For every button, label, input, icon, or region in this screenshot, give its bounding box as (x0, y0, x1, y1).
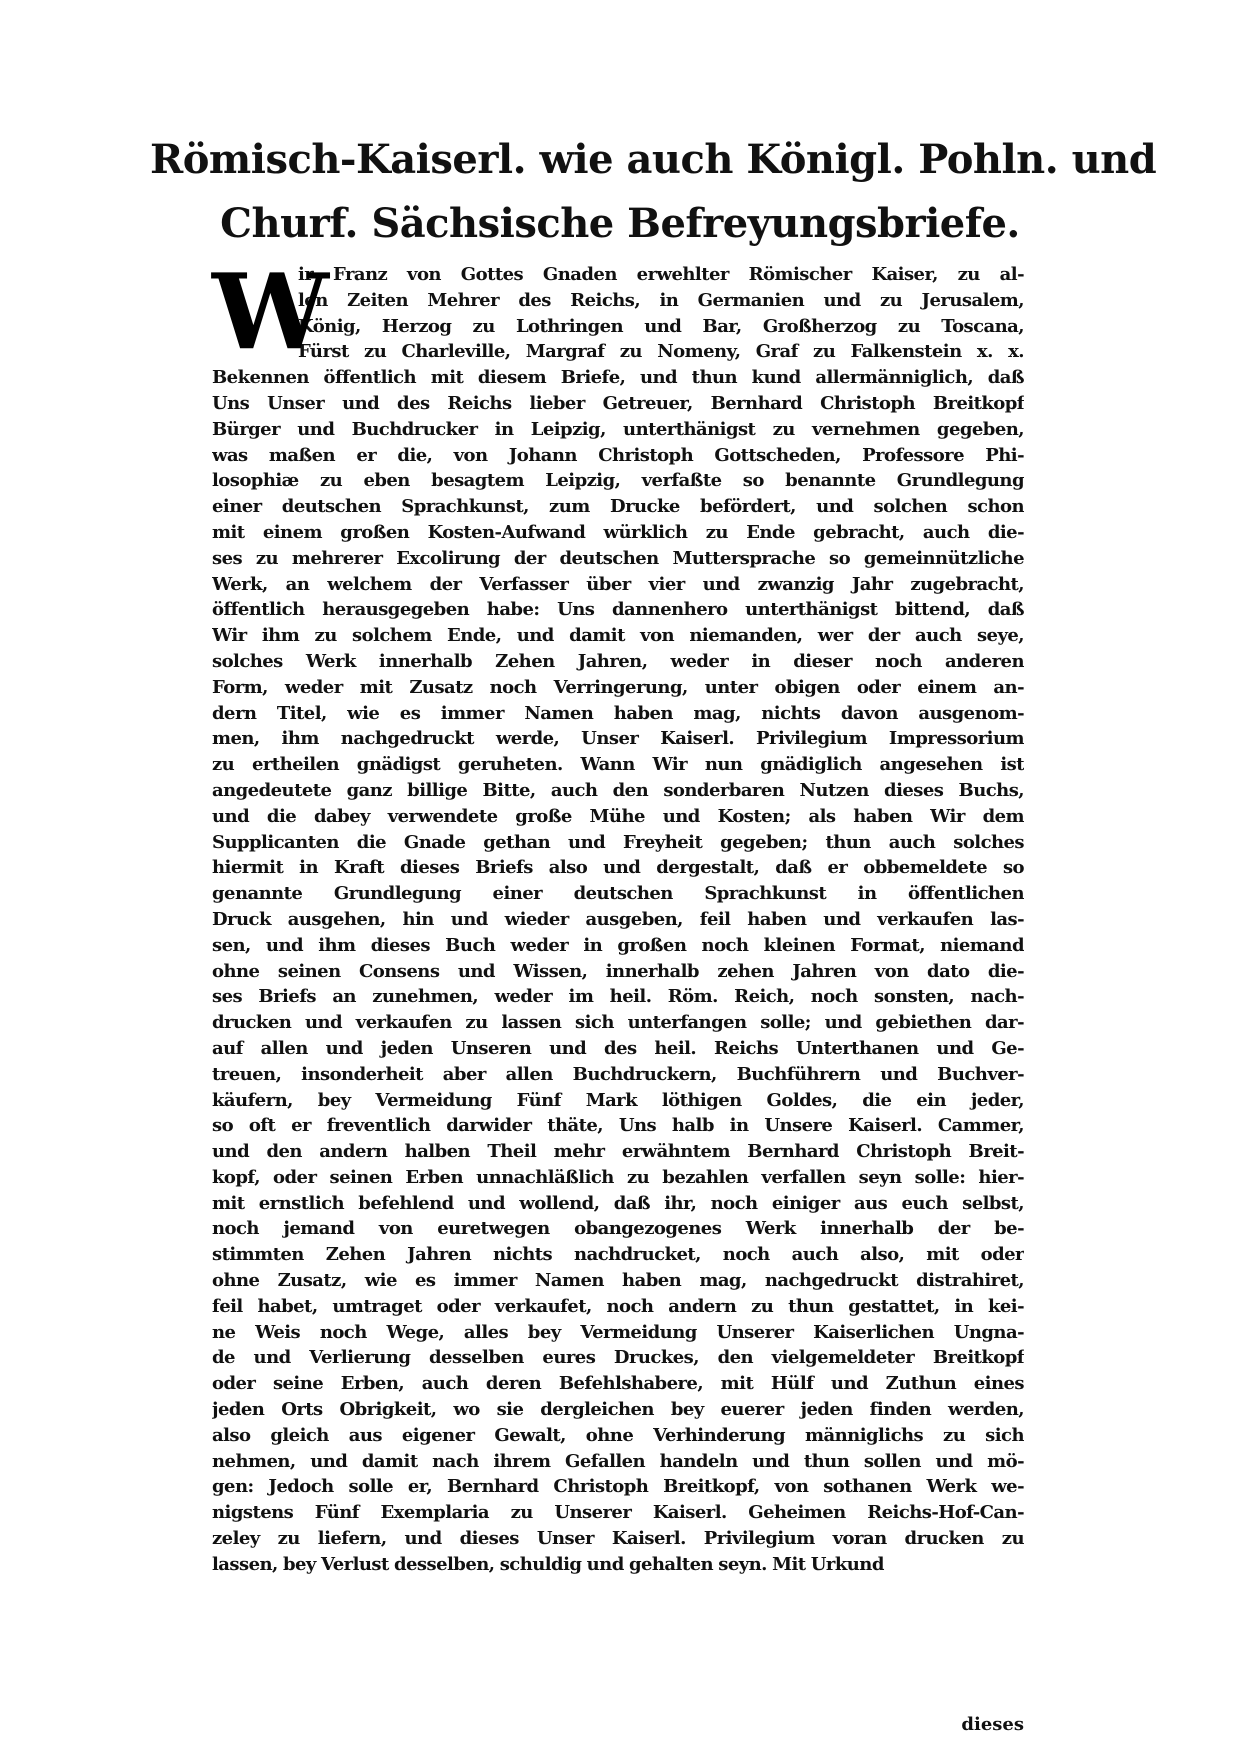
body-line: noch jemand von euretwegen obangezogenes Werk innerhalb der be- (212, 1218, 1024, 1240)
body-line: zeley zu liefern, und dieses Unser Kaiserl. Privilegium voran drucken zu (212, 1528, 1024, 1550)
body-line: drucken und verkaufen zu lassen sich unterfangen solle; und gebiethen dar- (212, 1012, 1024, 1034)
body-line: also gleich aus eigener Gewalt, ohne Verhinderung männiglichs zu sich (212, 1424, 1024, 1446)
body-line: Uns Unser und des Reichs lieber Getreuer, Bernhard Christoph Breitkopf (212, 392, 1024, 414)
body-line: sen, und ihm dieses Buch weder in großen noch kleinen Format, niemand (212, 934, 1024, 956)
body-line: König, Herzog zu Lothringen und Bar, Großherzog zu Toscana, (298, 315, 1024, 337)
body-line: kopf, oder seinen Erben unnachläßlich zu bezahlen verfallen seyn solle: hier- (212, 1166, 1024, 1188)
body-line: Supplicanten die Gnade gethan und Freyheit gegeben; thun auch solches (212, 831, 1024, 853)
title-line-2: Churf. Sächsische Befreyungsbriefe. (220, 200, 1020, 247)
body-line: mit ernstlich befehlend und wollend, daß ihr, noch einiger aus euch selbst, (212, 1192, 1024, 1214)
body-line: treuen, insonderheit aber allen Buchdruckern, Buchführern und Buchver- (212, 1063, 1024, 1085)
body-line: mit einem großen Kosten-Aufwand würklich zu Ende gebracht, auch die- (212, 521, 1024, 543)
body-line: und den andern halben Theil mehr erwähntem Bernhard Christoph Breit- (212, 1141, 1024, 1163)
catchword: dieses (961, 1714, 1024, 1735)
body-line: Wir ihm zu solchem Ende, und damit von niemanden, wer der auch seye, (212, 625, 1024, 647)
body-line: stimmten Zehen Jahren nichts nachdrucket, noch auch also, mit oder (212, 1244, 1024, 1266)
body-line: Form, weder mit Zusatz noch Verringerung, unter obigen oder einem an- (212, 676, 1024, 698)
body-line: zu ertheilen gnädigst geruheten. Wann Wir nun gnädiglich angesehen ist (212, 754, 1024, 776)
body-line: ohne seinen Consens und Wissen, innerhalb zehen Jahren von dato die- (212, 960, 1024, 982)
document-title (150, 128, 1157, 256)
body-line: ne Weis noch Wege, alles bey Vermeidung Unserer Kaiserlichen Ungna- (212, 1321, 1024, 1343)
body-line: oder seine Erben, auch deren Befehlshabere, mit Hülf und Zuthun eines (212, 1373, 1024, 1395)
body-line: len Zeiten Mehrer des Reichs, in Germanien und zu Jerusalem, (298, 289, 1024, 311)
body-line: Druck ausgehen, hin und wieder ausgeben, feil haben und verkaufen las- (212, 908, 1024, 930)
body-line: de und Verlierung desselben eures Druckes, den vielgemeldeter Breitkopf (212, 1347, 1024, 1369)
document-body (212, 250, 1024, 1578)
body-line: nehmen, und damit nach ihrem Gefallen handeln und thun sollen und mö- (212, 1450, 1024, 1472)
body-line: Werk, an welchem der Verfasser über vier und zwanzig Jahr zugebracht, (212, 573, 1024, 595)
body-line: ses zu mehrerer Excolirung der deutschen Muttersprache so gemeinnützliche (212, 547, 1024, 569)
body-line: auf allen und jeden Unseren und des heil. Reichs Unterthanen und Ge- (212, 1037, 1024, 1059)
body-line: ohne Zusatz, wie es immer Namen haben mag, nachgedruckt distrahiret, (212, 1270, 1024, 1292)
body-line: hiermit in Kraft dieses Briefs also und dergestalt, daß er obbemeldete so (212, 857, 1024, 879)
body-line: jeden Orts Obrigkeit, wo sie dergleichen bey euerer jeden finden werden, (212, 1399, 1024, 1421)
body-line: so oft er freventlich darwider thäte, Uns halb in Unsere Kaiserl. Cammer, (212, 1115, 1024, 1137)
body-line: und die dabey verwendete große Mühe und Kosten; als haben Wir dem (212, 805, 1024, 827)
body-line: genannte Grundlegung einer deutschen Sprachkunst in öffentlichen (212, 883, 1024, 905)
body-line: dern Titel, wie es immer Namen haben mag, nichts davon ausgenom- (212, 702, 1024, 724)
body-line: losophiæ zu eben besagtem Leipzig, verfaßte so benannte Grundlegung (212, 470, 1024, 492)
body-text (212, 250, 1024, 1578)
body-line: solches Werk innerhalb Zehen Jahren, weder in dieser noch anderen (212, 650, 1024, 672)
body-line: Fürst zu Charleville, Margraf zu Nomeny, Graf zu Falkenstein x. x. (298, 341, 1024, 363)
drop-cap: W (212, 250, 321, 373)
title-line-1: Römisch-Kaiserl. wie auch Königl. Pohln. und (150, 136, 1157, 183)
body-line: angedeutete ganz billige Bitte, auch den sonderbaren Nutzen dieses Buchs, (212, 779, 1024, 801)
body-line: Bürger und Buchdrucker in Leipzig, unterthänigst zu vernehmen gegeben, (212, 418, 1024, 440)
body-line: einer deutschen Sprachkunst, zum Drucke befördert, und solchen schon (212, 496, 1024, 518)
body-line: öffentlich herausgegeben habe: Uns dannenhero unterthänigst bittend, daß (212, 599, 1024, 621)
body-line: nigstens Fünf Exemplaria zu Unserer Kaiserl. Geheimen Reichs-Hof-Can- (212, 1502, 1024, 1524)
body-line: käufern, bey Vermeidung Fünf Mark löthigen Goldes, die ein jeder, (212, 1089, 1024, 1111)
body-line: men, ihm nachgedruckt werde, Unser Kaiserl. Privilegium Impressorium (212, 728, 1024, 750)
body-line: was maßen er die, von Johann Christoph Gottscheden, Professore Phi- (212, 444, 1024, 466)
body-line: feil habet, umtraget oder verkaufet, noch andern zu thun gestattet, in kei- (212, 1295, 1024, 1317)
body-line: Bekennen öffentlich mit diesem Briefe, und thun kund allermänniglich, daß (212, 367, 1024, 389)
body-line: ses Briefs an zunehmen, weder im heil. Röm. Reich, noch sonsten, nach- (212, 986, 1024, 1008)
body-line: gen: Jedoch solle er, Bernhard Christoph Breitkopf, von sothanen Werk we- (212, 1476, 1024, 1498)
body-line: lassen, bey Verlust desselben, schuldig und gehalten seyn. Mit Urkund (212, 1553, 884, 1575)
body-line: ir Franz von Gottes Gnaden erwehlter Römischer Kaiser, zu al- (298, 264, 1024, 285)
